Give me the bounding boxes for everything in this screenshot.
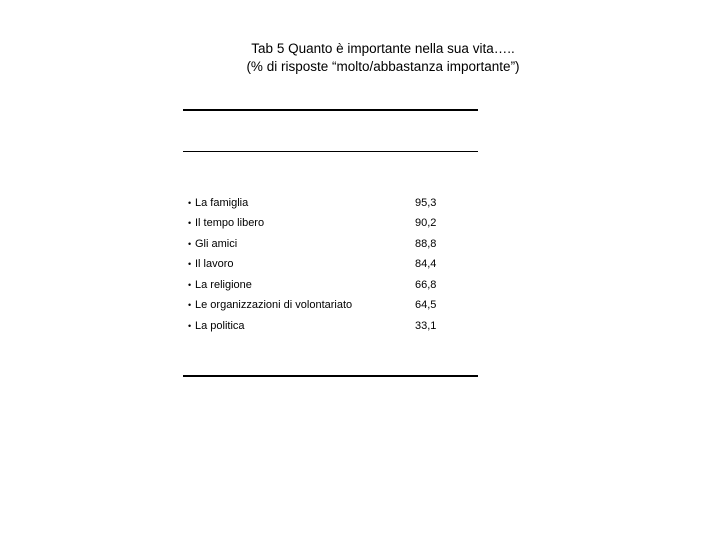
bullet-icon: • <box>188 259 192 269</box>
row-value: 90,2 <box>415 217 437 229</box>
row-label: Il lavoro <box>195 258 234 270</box>
table-row <box>188 277 478 293</box>
table-row <box>188 195 478 211</box>
bullet-icon: • <box>188 218 192 228</box>
row-value: 95,3 <box>415 197 437 209</box>
bullet-icon: • <box>188 198 192 208</box>
row-value: 88,8 <box>415 238 437 250</box>
table-row <box>188 236 478 252</box>
table-header-rule <box>183 151 478 152</box>
table-row <box>188 215 478 231</box>
row-label: Il tempo libero <box>195 217 265 229</box>
table-top-rule <box>183 109 478 111</box>
table-row <box>188 318 478 334</box>
bullet-icon: • <box>188 280 192 290</box>
page-title: Tab 5 Quanto è importante nella sua vita….. <box>251 41 515 56</box>
table-row <box>188 297 478 313</box>
row-label: La religione <box>195 279 252 291</box>
row-label: La politica <box>195 320 245 332</box>
row-value: 33,1 <box>415 320 437 332</box>
row-label: La famiglia <box>195 197 249 209</box>
row-label: Le organizzazioni di volontariato <box>195 299 353 311</box>
table-bottom-rule <box>183 375 478 377</box>
bullet-icon: • <box>188 239 192 249</box>
row-value: 84,4 <box>415 258 437 270</box>
bullet-icon: • <box>188 300 192 310</box>
row-value: 64,5 <box>415 299 437 311</box>
page-subtitle: (% di risposte “molto/abbastanza importante”) <box>246 59 520 74</box>
row-value: 66,8 <box>415 279 437 291</box>
table-row <box>188 256 478 272</box>
row-label: Gli amici <box>195 238 238 250</box>
bullet-icon: • <box>188 321 192 331</box>
